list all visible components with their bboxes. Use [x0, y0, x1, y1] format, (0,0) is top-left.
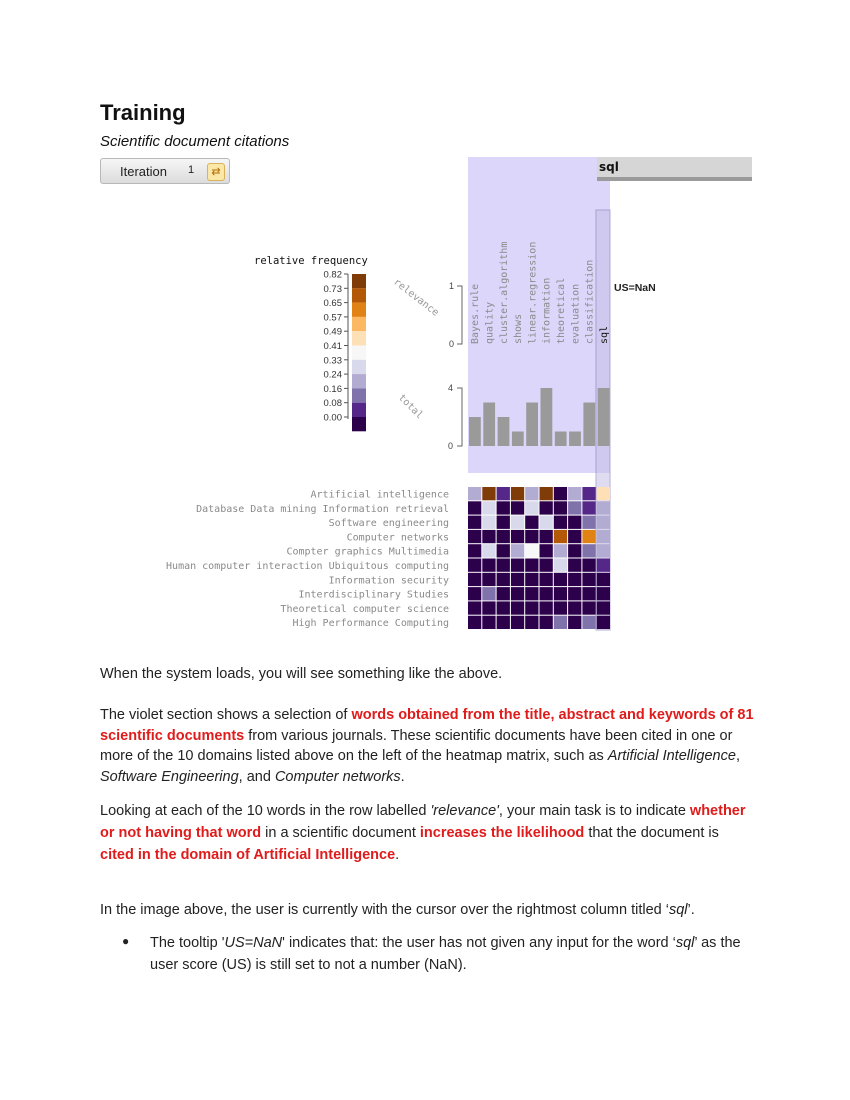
heatmap-cell[interactable]: [597, 501, 610, 514]
paragraph-intro: When the system loads, you will see something like the above.: [100, 666, 503, 682]
heatmap-cell[interactable]: [511, 501, 524, 514]
legend-swatch: [352, 303, 366, 317]
heatmap-cell[interactable]: [525, 516, 538, 529]
heatmap-cell[interactable]: [582, 501, 595, 514]
domain-label: Human computer interaction Ubiquitous computing: [166, 561, 449, 572]
page-subtitle: Scientific document citations: [100, 133, 290, 150]
heatmap-cell[interactable]: [540, 573, 553, 586]
heatmap-cell[interactable]: [540, 544, 553, 557]
heatmap-cell[interactable]: [582, 544, 595, 557]
heatmap-cell[interactable]: [525, 601, 538, 614]
heatmap-cell[interactable]: [497, 516, 510, 529]
heatmap-cell[interactable]: [582, 487, 595, 500]
heatmap-cell[interactable]: [597, 487, 610, 500]
heatmap-cell[interactable]: [540, 516, 553, 529]
heatmap-cell[interactable]: [511, 530, 524, 543]
heatmap-cell[interactable]: [597, 516, 610, 529]
italic-text: Artificial Intelligence: [607, 748, 736, 764]
text-run: , your main task is to indicate: [498, 803, 690, 819]
heatmap-cell[interactable]: [468, 559, 481, 572]
heatmap-cell[interactable]: [597, 616, 610, 629]
heatmap-cell[interactable]: [482, 573, 495, 586]
heatmap-cell[interactable]: [582, 530, 595, 543]
heatmap-cell[interactable]: [525, 487, 538, 500]
legend-tick-label: 0.16: [323, 383, 342, 395]
paragraph-cursor: [100, 900, 755, 921]
tooltip: US=NaN: [614, 282, 656, 294]
iteration-value: 1: [188, 164, 195, 176]
heatmap-cell[interactable]: [554, 559, 567, 572]
heatmap-cell[interactable]: [482, 601, 495, 614]
heatmap-cell[interactable]: [482, 544, 495, 557]
heatmap-cell[interactable]: [511, 559, 524, 572]
heatmap-cell[interactable]: [554, 616, 567, 629]
heatmap-cell[interactable]: [525, 544, 538, 557]
total-bar: [598, 388, 610, 446]
heatmap-cell[interactable]: [540, 501, 553, 514]
total-bar: [526, 403, 538, 447]
legend-swatch: [352, 417, 366, 431]
total-axis: [457, 388, 462, 446]
heatmap-cell[interactable]: [482, 616, 495, 629]
text-run: The tooltip ': [150, 935, 225, 951]
heatmap-cell[interactable]: [468, 487, 481, 500]
word-label[interactable]: quality: [484, 301, 496, 344]
total-label: total: [395, 392, 425, 422]
domain-label: Software engineering: [328, 518, 449, 530]
heatmap-cell[interactable]: [482, 487, 495, 500]
domain-label: Theoretical computer science: [280, 603, 449, 615]
heatmap-cell[interactable]: [511, 487, 524, 500]
legend-tick-label: 0.33: [323, 355, 342, 367]
legend-swatch: [352, 374, 366, 388]
legend-tick-label: 0.57: [323, 312, 342, 324]
domain-label: Compter graphics Multimedia: [286, 546, 449, 558]
heatmap-cell[interactable]: [540, 559, 553, 572]
legend: [324, 270, 367, 432]
heatmap-cell[interactable]: [568, 601, 581, 614]
legend-swatch: [352, 274, 366, 288]
domain-label: Database Data mining Information retrieval: [196, 503, 449, 515]
heatmap-cell[interactable]: [497, 530, 510, 543]
italic-text: sql: [668, 902, 688, 918]
heatmap-cell[interactable]: [525, 559, 538, 572]
heatmap-cell[interactable]: [468, 501, 481, 514]
legend-swatch: [352, 331, 366, 345]
word-label[interactable]: sql: [598, 325, 610, 344]
heatmap-cell[interactable]: [525, 616, 538, 629]
legend-tick-label: 0.49: [323, 326, 342, 338]
heatmap-cell[interactable]: [540, 530, 553, 543]
relevance-axis: [457, 286, 462, 344]
legend-tick-label: 0.08: [323, 398, 342, 410]
heatmap-cell[interactable]: [597, 601, 610, 614]
legend-tick-label: 0.41: [323, 341, 342, 352]
paragraph-violet-section: [100, 705, 755, 787]
selected-word-title: sql: [599, 160, 619, 174]
total-bar: [483, 403, 495, 447]
heatmap-cell[interactable]: [597, 559, 610, 572]
heatmap-cell[interactable]: [497, 487, 510, 500]
text-run: .: [395, 847, 400, 863]
total-axis-min: 0: [448, 441, 454, 451]
heatmap-cell[interactable]: [511, 616, 524, 629]
text-run: in a scientific document: [261, 825, 420, 841]
heatmap-cell[interactable]: [497, 601, 510, 614]
selected-word-header[interactable]: [597, 157, 752, 177]
heatmap-cell[interactable]: [468, 530, 481, 543]
heatmap-cell[interactable]: [468, 601, 481, 614]
relevance-axis-max: 1: [449, 281, 455, 291]
text-run: ' indicates that: the user has not given any input for the word ‘: [282, 935, 676, 951]
italic-text: US=NaN: [224, 935, 283, 951]
heatmap-cell[interactable]: [568, 530, 581, 543]
heatmap-cell[interactable]: [497, 587, 510, 600]
text-run: , and: [238, 768, 275, 785]
italic-text: Computer networks: [274, 768, 401, 785]
legend-tick-label: 0.24: [323, 369, 342, 381]
heatmap-cell[interactable]: [568, 516, 581, 529]
total-bar: [569, 432, 581, 447]
heatmap-cell[interactable]: [511, 573, 524, 586]
highlight-text: cited in the domain of Artificial Intelligence: [100, 847, 396, 863]
heatmap-cell[interactable]: [482, 559, 495, 572]
heatmap-cells: [468, 487, 610, 629]
domain-label: Information security: [328, 575, 449, 587]
heatmap-cell[interactable]: [525, 501, 538, 514]
word-label[interactable]: information: [541, 277, 553, 344]
legend-tick-label: 0.65: [323, 298, 342, 310]
legend-swatch: [352, 317, 366, 331]
bullet-dot: ●: [122, 934, 130, 948]
heatmap-cell[interactable]: [582, 559, 595, 572]
heatmap-cell[interactable]: [554, 587, 567, 600]
heatmap-cell[interactable]: [511, 516, 524, 529]
heatmap-cell[interactable]: [482, 516, 495, 529]
heatmap-cell[interactable]: [568, 544, 581, 557]
legend-swatch: [352, 388, 366, 402]
italic-text: 'relevance': [430, 803, 499, 819]
heatmap-cell[interactable]: [525, 573, 538, 586]
domain-label: Interdisciplinary Studies: [298, 589, 449, 601]
heatmap-cell[interactable]: [497, 501, 510, 514]
legend-swatch: [352, 288, 366, 302]
heatmap-cell[interactable]: [554, 601, 567, 614]
heatmap-cell[interactable]: [554, 516, 567, 529]
text-run: The violet section shows a selection of: [100, 707, 352, 723]
heatmap-cell[interactable]: [597, 573, 610, 586]
bullet-tooltip-explanation: [150, 932, 755, 976]
legend-swatch: [352, 346, 366, 360]
heatmap-cell[interactable]: [468, 544, 481, 557]
total-bar: [498, 417, 510, 446]
text-run: ’ as the user score (US) is still set to not a number (NaN).: [150, 935, 741, 973]
heatmap-cell[interactable]: [597, 544, 610, 557]
heatmap-cell[interactable]: [525, 587, 538, 600]
heatmap-cell[interactable]: [497, 544, 510, 557]
heatmap-cell[interactable]: [554, 573, 567, 586]
word-label[interactable]: evaluation: [570, 283, 582, 344]
text-run: .: [400, 768, 405, 785]
text-run: ,: [735, 748, 740, 764]
domain-label: Artificial intelligence: [310, 489, 449, 501]
total-bar: [541, 388, 553, 446]
heatmap-cell[interactable]: [468, 587, 481, 600]
heatmap-cell[interactable]: [511, 601, 524, 614]
legend-tick-label: 0.73: [323, 283, 342, 295]
text-run: ’.: [687, 902, 695, 918]
heatmap-cell[interactable]: [554, 501, 567, 514]
word-label[interactable]: linear.regression: [527, 241, 539, 344]
word-label[interactable]: Bayes.rule: [470, 283, 482, 344]
heatmap-cell[interactable]: [582, 587, 595, 600]
legend-swatch: [352, 403, 366, 417]
heatmap-cell[interactable]: [582, 601, 595, 614]
heatmap-cell[interactable]: [468, 516, 481, 529]
total-axis-max: 4: [448, 383, 454, 393]
heatmap-cell[interactable]: [540, 601, 553, 614]
heatmap-cell[interactable]: [582, 616, 595, 629]
page-title: Training: [100, 100, 186, 125]
heatmap-cell[interactable]: [540, 587, 553, 600]
heatmap-cell[interactable]: [597, 530, 610, 543]
heatmap-cell[interactable]: [540, 616, 553, 629]
heatmap-cell[interactable]: [554, 487, 567, 500]
heatmap-cell[interactable]: [554, 530, 567, 543]
heatmap-cell[interactable]: [568, 487, 581, 500]
heatmap-cell[interactable]: [482, 587, 495, 600]
total-bar: [469, 417, 481, 446]
legend-tick-label: 0.00: [323, 412, 342, 424]
domain-label: High Performance Computing: [292, 618, 449, 630]
word-label[interactable]: cluster.algorithm: [498, 241, 510, 344]
legend-tick-label: 0.82: [323, 269, 342, 281]
text-run: Looking at each of the 10 words in the row labelled: [100, 803, 431, 819]
heatmap-cell[interactable]: [554, 544, 567, 557]
paragraph-main-task: [100, 800, 755, 866]
heatmap-cell[interactable]: [511, 544, 524, 557]
heatmap-cell[interactable]: [568, 501, 581, 514]
heatmap-cell[interactable]: [568, 587, 581, 600]
text-run: that the document is: [584, 825, 719, 841]
heatmap-cell[interactable]: [568, 559, 581, 572]
italic-text: sql: [675, 935, 695, 951]
highlight-text: increases the likelihood: [419, 825, 585, 841]
relevance-axis-min: 0: [449, 339, 455, 349]
heatmap-cell[interactable]: [482, 530, 495, 543]
heatmap-cell[interactable]: [482, 501, 495, 514]
word-label[interactable]: classification: [584, 259, 596, 344]
relevance-label: relevance: [391, 276, 441, 319]
total-bar: [555, 432, 567, 447]
highlight-text: words obtained from the title, abstract and keywords of 81 scientific documents: [100, 707, 754, 744]
heatmap-cell[interactable]: [597, 587, 610, 600]
total-bar: [583, 403, 595, 447]
swap-arrows-icon: ⇄: [211, 166, 221, 178]
selected-word-underline: [597, 177, 752, 181]
domain-labels: [166, 490, 449, 630]
heatmap-cell[interactable]: [497, 616, 510, 629]
heatmap-cell[interactable]: [525, 530, 538, 543]
text-run: In the image above, the user is currently with the cursor over the rightmost column titled ‘: [100, 902, 669, 918]
legend-swatch: [352, 360, 366, 374]
domain-label: Computer networks: [346, 532, 449, 544]
highlight-text: whether or not having that word: [100, 803, 746, 841]
heatmap-cell[interactable]: [568, 573, 581, 586]
iteration-label: Iteration: [120, 164, 167, 179]
legend-title: relative frequency: [254, 255, 368, 267]
word-label[interactable]: shows: [513, 313, 525, 344]
text-run: from various journals. These scientific documents have been cited in one or more of the 10 domains listed above on the left of the heatmap matrix, such as: [100, 727, 733, 764]
heatmap-cell[interactable]: [582, 573, 595, 586]
heatmap-cell[interactable]: [511, 587, 524, 600]
heatmap-cell[interactable]: [468, 616, 481, 629]
italic-text: Software Engineering: [100, 768, 239, 785]
heatmap-cell[interactable]: [568, 616, 581, 629]
word-label[interactable]: theoretical: [555, 277, 567, 344]
heatmap-cell[interactable]: [468, 573, 481, 586]
heatmap-cell[interactable]: [497, 573, 510, 586]
total-bar: [512, 432, 524, 447]
heatmap-cell[interactable]: [582, 516, 595, 529]
heatmap-cell[interactable]: [497, 559, 510, 572]
heatmap-cell[interactable]: [540, 487, 553, 500]
